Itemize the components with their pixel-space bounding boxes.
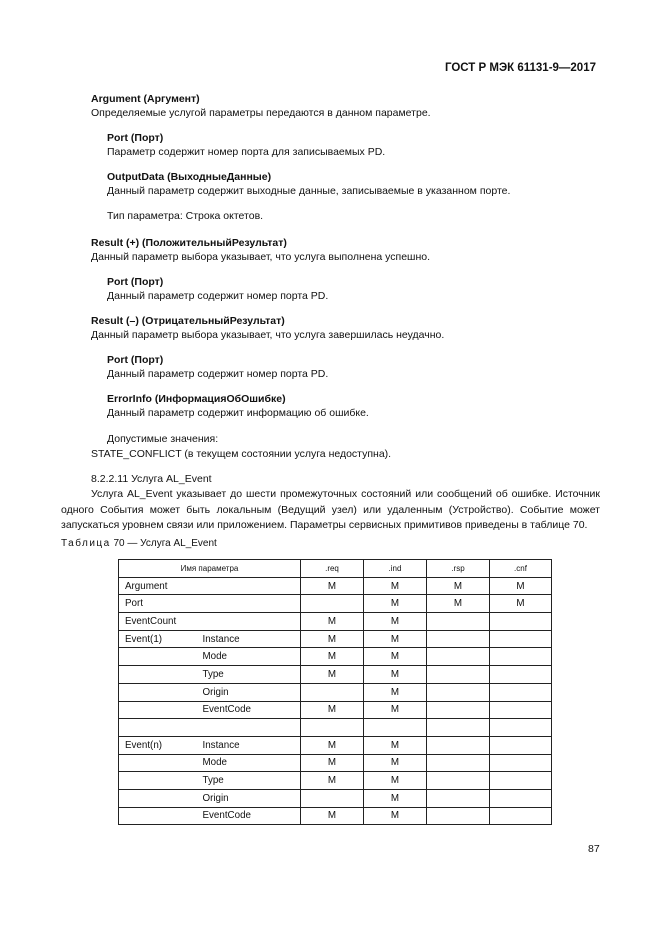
- service-parameters-table: [118, 559, 552, 825]
- param-errorinfo: [107, 392, 601, 421]
- header-rsp: .rsp: [427, 560, 490, 578]
- cell-cnf: M: [490, 577, 552, 595]
- cell-parameter: Event(1): [119, 630, 197, 648]
- cell-ind: M: [364, 807, 427, 825]
- cell-req: M: [301, 648, 364, 666]
- cell-cnf: [490, 613, 552, 631]
- header-req: .req: [301, 560, 364, 578]
- cell-cnf: [490, 807, 552, 825]
- cell-parameter: EventCount: [119, 613, 197, 631]
- param-argument: [91, 92, 601, 121]
- table-row: [119, 577, 552, 595]
- cell-ind: M: [364, 595, 427, 613]
- cell-cnf: [490, 772, 552, 790]
- header-ind: .ind: [364, 560, 427, 578]
- param-outputdata-title: OutputData (ВыходныеДанные): [107, 171, 272, 183]
- cell-subparameter: Type: [197, 772, 301, 790]
- cell-subparameter: [197, 595, 301, 613]
- cell-rsp: [427, 648, 490, 666]
- cell-req: M: [301, 630, 364, 648]
- cell-req: M: [301, 666, 364, 684]
- cell-rsp: [427, 807, 490, 825]
- table-row: [119, 772, 552, 790]
- table-row: [119, 701, 552, 719]
- cell-req: [301, 683, 364, 701]
- cell-subparameter: Mode: [197, 754, 301, 772]
- param-result-positive-text: Данный параметр выбора указывает, что услуга выполнена успешно.: [91, 251, 431, 263]
- table-row: [119, 613, 552, 631]
- cell-ind: M: [364, 613, 427, 631]
- param-port-1-title: Port (Порт): [107, 132, 164, 144]
- cell-req: M: [301, 701, 364, 719]
- cell-rsp: [427, 701, 490, 719]
- param-result-positive: [91, 236, 601, 265]
- param-errorinfo-title: ErrorInfo (ИнформацияОбОшибке): [107, 393, 286, 405]
- param-port-2-title: Port (Порт): [107, 276, 164, 288]
- param-result-negative-title: Result (–) (ОтрицательныйРезультат): [91, 315, 285, 327]
- param-type-text: Тип параметра: Строка октетов.: [107, 210, 264, 222]
- table-row: [119, 666, 552, 684]
- param-result-negative-text: Данный параметр выбора указывает, что услуга завершилась неудачно.: [91, 329, 445, 341]
- param-result-negative: [91, 314, 601, 343]
- param-errorinfo-text: Данный параметр содержит информацию об ошибке.: [107, 407, 369, 419]
- cell-subparameter: Type: [197, 666, 301, 684]
- param-port-3-title: Port (Порт): [107, 354, 164, 366]
- cell-cnf: [490, 701, 552, 719]
- cell-subparameter: [197, 613, 301, 631]
- cell-parameter: [119, 683, 197, 701]
- param-port-3: [107, 353, 601, 382]
- cell-parameter: [119, 719, 197, 737]
- permitted-value-text: STATE_CONFLICT (в текущем состоянии услуга недоступна).: [91, 448, 392, 460]
- param-port-1-text: Параметр содержит номер порта для записываемых PD.: [107, 146, 386, 158]
- table-row-spacer: [119, 719, 552, 737]
- cell-req: [301, 789, 364, 807]
- cell-subparameter: [197, 577, 301, 595]
- cell-ind: M: [364, 666, 427, 684]
- cell-ind: M: [364, 736, 427, 754]
- cell-subparameter: Origin: [197, 683, 301, 701]
- cell-rsp: [427, 613, 490, 631]
- param-outputdata: [107, 170, 601, 199]
- table-caption: [61, 538, 217, 549]
- cell-rsp: M: [427, 595, 490, 613]
- section-heading: 8.2.2.11 Услуга AL_Event: [91, 473, 212, 485]
- param-argument-text: Определяемые услугой параметры передаются в данном параметре.: [91, 107, 431, 119]
- permitted-values-label: Допустимые значения:: [107, 433, 219, 445]
- header-parameter-name: Имя параметра: [119, 560, 301, 578]
- table-row: [119, 648, 552, 666]
- cell-cnf: M: [490, 595, 552, 613]
- cell-parameter: [119, 754, 197, 772]
- table-row: [119, 736, 552, 754]
- cell-parameter: [119, 789, 197, 807]
- cell-cnf: [490, 630, 552, 648]
- cell-parameter: Event(n): [119, 736, 197, 754]
- cell-subparameter: Instance: [197, 736, 301, 754]
- cell-req: [301, 719, 364, 737]
- table-row: [119, 789, 552, 807]
- param-port-3-text: Данный параметр содержит номер порта PD.: [107, 368, 329, 380]
- cell-ind: M: [364, 754, 427, 772]
- cell-cnf: [490, 719, 552, 737]
- permitted-value-state-conflict: [91, 447, 601, 462]
- table-row: [119, 595, 552, 613]
- cell-cnf: [490, 666, 552, 684]
- param-port-1: [107, 131, 601, 160]
- cell-ind: M: [364, 683, 427, 701]
- cell-req: M: [301, 772, 364, 790]
- cell-parameter: [119, 666, 197, 684]
- table-caption-prefix: Таблица: [61, 538, 111, 549]
- param-port-2: [107, 275, 601, 304]
- cell-req: M: [301, 754, 364, 772]
- document-header: ГОСТ Р МЭК 61131-9—2017: [444, 62, 596, 74]
- cell-rsp: [427, 754, 490, 772]
- cell-ind: M: [364, 772, 427, 790]
- cell-subparameter: EventCode: [197, 807, 301, 825]
- table-header-row: [119, 560, 552, 578]
- cell-rsp: [427, 789, 490, 807]
- cell-req: M: [301, 577, 364, 595]
- table-row: [119, 630, 552, 648]
- cell-req: [301, 595, 364, 613]
- table-row: [119, 807, 552, 825]
- param-argument-title: Argument (Аргумент): [91, 93, 200, 105]
- cell-rsp: [427, 772, 490, 790]
- cell-parameter: [119, 807, 197, 825]
- cell-req: M: [301, 613, 364, 631]
- cell-ind: M: [364, 701, 427, 719]
- cell-subparameter: Instance: [197, 630, 301, 648]
- cell-rsp: [427, 666, 490, 684]
- table-row: [119, 754, 552, 772]
- table-caption-title: 70 — Услуга AL_Event: [110, 538, 217, 549]
- cell-subparameter: EventCode: [197, 701, 301, 719]
- cell-parameter: [119, 701, 197, 719]
- cell-rsp: [427, 736, 490, 754]
- param-result-positive-title: Result (+) (ПоложительныйРезультат): [91, 237, 287, 249]
- permitted-values: [107, 432, 601, 447]
- cell-ind: M: [364, 630, 427, 648]
- cell-cnf: [490, 789, 552, 807]
- cell-ind: M: [364, 789, 427, 807]
- cell-ind: [364, 719, 427, 737]
- cell-subparameter: [197, 719, 301, 737]
- table-row: [119, 683, 552, 701]
- cell-ind: M: [364, 577, 427, 595]
- header-cnf: .cnf: [490, 560, 552, 578]
- cell-cnf: [490, 754, 552, 772]
- page-number: 87: [588, 843, 600, 855]
- param-outputdata-text: Данный параметр содержит выходные данные, записываемые в указанном порте.: [107, 185, 511, 197]
- param-port-2-text: Данный параметр содержит номер порта PD.: [107, 290, 329, 302]
- cell-ind: M: [364, 648, 427, 666]
- cell-parameter: Port: [119, 595, 197, 613]
- cell-cnf: [490, 736, 552, 754]
- cell-subparameter: Origin: [197, 789, 301, 807]
- cell-parameter: [119, 648, 197, 666]
- cell-rsp: M: [427, 577, 490, 595]
- cell-cnf: [490, 683, 552, 701]
- cell-rsp: [427, 719, 490, 737]
- cell-subparameter: Mode: [197, 648, 301, 666]
- cell-req: M: [301, 736, 364, 754]
- cell-rsp: [427, 683, 490, 701]
- cell-parameter: [119, 772, 197, 790]
- cell-cnf: [490, 648, 552, 666]
- cell-req: M: [301, 807, 364, 825]
- section-paragraph: Услуга AL_Event указывает до шести промежуточных состояний или сообщений об ошибке. Источник одного События может быть локальным (Ведущий узел) или удаленным (Устройство). Событие может запускаться уровнем связи или приложением. Параметры сервисных примитивов приведены в таблице 70.: [61, 488, 600, 531]
- cell-parameter: Argument: [119, 577, 197, 595]
- cell-rsp: [427, 630, 490, 648]
